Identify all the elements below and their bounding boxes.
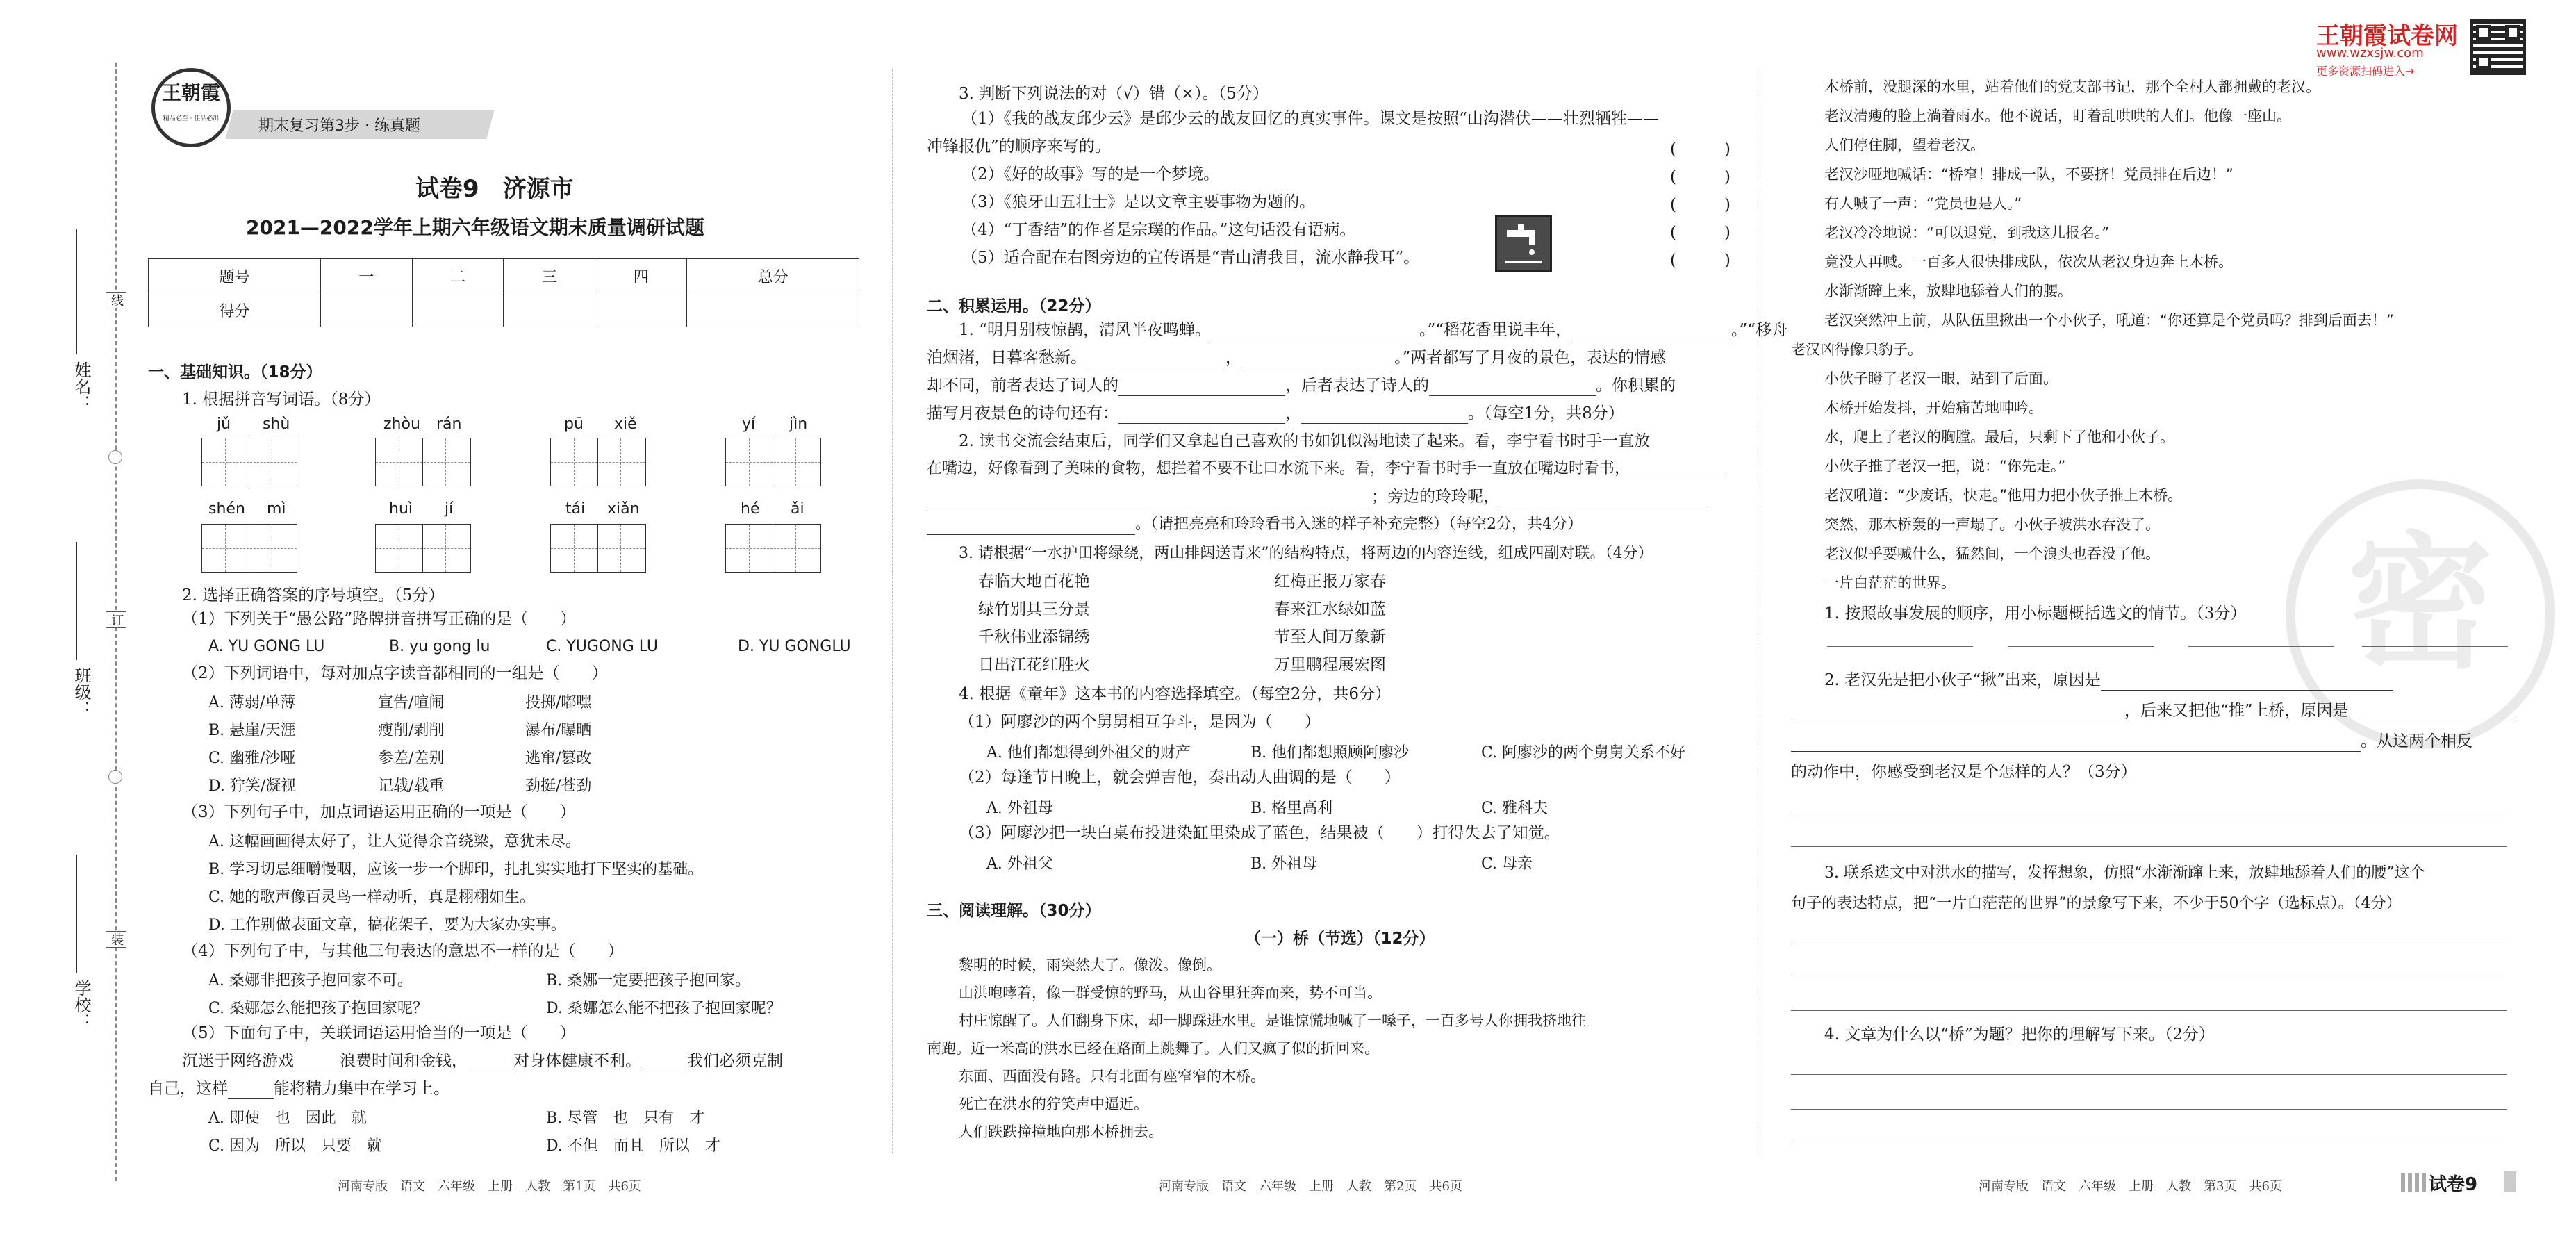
pinyin: jǔ — [217, 415, 231, 433]
text: 。你积累的 — [1596, 377, 1676, 395]
blank[interactable] — [1499, 491, 1708, 507]
option[interactable]: B. 桑娜一定要把孩子抱回家。 — [546, 972, 751, 989]
water-tap-image — [1495, 215, 1552, 272]
blank[interactable] — [468, 1055, 513, 1071]
blank[interactable] — [1301, 408, 1468, 424]
option[interactable]: B. 外祖母 — [1250, 855, 1318, 873]
option[interactable]: C. 她的歌声像百灵鸟一样动听，真是栩栩如生。 — [208, 889, 536, 906]
writing-grid[interactable] — [375, 438, 471, 486]
option[interactable]: A. 即使 也 因此 就 — [208, 1110, 367, 1127]
score-cell[interactable] — [320, 293, 412, 327]
option[interactable]: D. 不但 而且 所以 才 — [546, 1137, 720, 1155]
pinyin: jìn — [789, 415, 808, 433]
binding-class-label: 班级： — [72, 667, 91, 717]
paper-tag-bar — [2504, 1171, 2516, 1192]
writing-grid[interactable] — [725, 524, 821, 573]
passage-line: 山洪咆哮着，像一群受惊的野马，从山谷里狂奔而来，势不可当。 — [959, 985, 1382, 1001]
score-header-cell: 题号 — [149, 259, 321, 293]
passage-line: 小伙子瞪了老汉一眼，站到了后面。 — [1824, 370, 2058, 387]
p1-q2-2: （2）下列词语中，每对加点字读音都相同的一组是（ ） — [182, 664, 608, 682]
option[interactable]: D. 工作别做表面文章，搞花架子，要为大家办实事。 — [208, 916, 566, 934]
couplet-right[interactable]: 红梅正报万家春 — [1274, 573, 1386, 591]
logo-text: 王朝霞 — [161, 81, 220, 104]
writing-grid[interactable] — [375, 524, 471, 573]
page-subtitle: 2021—2022学年上期六年级语文期末质量调研试题 — [246, 216, 704, 239]
p2-sec2-q1-line2: 泊烟渚，日暮客愁新。 ， 。”两者都写了月夜的景色，表达的情感 — [927, 349, 1667, 367]
option[interactable]: A. 他们都想得到外祖父的财产 — [986, 744, 1191, 762]
binding-name-label: 姓名： — [72, 361, 91, 411]
passage-line: 人们跌跌撞撞地向那木桥拥去。 — [959, 1123, 1163, 1140]
section-1-title: 一、基础知识。（18分） — [148, 363, 322, 381]
p1-q1-title: 1. 根据拼音写词语。（8分） — [182, 390, 381, 409]
option[interactable]: A. YU GONG LU — [208, 638, 325, 655]
option[interactable]: A. 这幅画画得太好了，让人觉得余音绕梁，意犹未尽。 — [208, 833, 581, 850]
text: ，后来又把他“推”上桥，原因是 — [2124, 702, 2349, 720]
text: 。从这两个相反 — [2361, 732, 2472, 750]
brand-name: 王朝霞试卷网 — [2316, 22, 2458, 50]
blank[interactable] — [294, 1055, 340, 1071]
blank[interactable] — [927, 491, 1371, 507]
p3-q3-line2: 句子的表达特点，把“一片白茫茫的世界”的景象写下来，不少于50个字（选标点）。（4分） — [1791, 895, 2402, 912]
p2-q3-item: 冲锋报仇”的顺序来写的。 — [927, 138, 1111, 156]
text: 2. 老汉先是把小伙子“揪”出来，原因是 — [1824, 671, 2101, 689]
option[interactable]: B. 格里高利 — [1250, 800, 1333, 817]
answer-paren[interactable]: ( ) — [1670, 252, 1731, 270]
passage-line: 老汉吼道：“少废话，快走。”他用力把小伙子推上木桥。 — [1824, 487, 2183, 504]
p2-sec2-q1-line1 — [959, 320, 1787, 340]
blank[interactable] — [1791, 736, 2361, 752]
passage-line: 老汉突然冲上前，从队伍里揪出一个小伙子，吼道：“你还算是个党员吗？排到后面去！” — [1824, 312, 2394, 329]
text: 对身体健康不利。 — [513, 1052, 641, 1070]
section-3-title: 三、阅读理解。（30分） — [927, 902, 1101, 920]
p1-q2-3: （3）下列句子中，加点词语运用正确的一项是（ ） — [182, 803, 576, 821]
couplet-right[interactable]: 万里鹏程展宏图 — [1274, 656, 1386, 674]
pinyin: yí — [742, 415, 756, 433]
passage-line: 一片白茫茫的世界。 — [1824, 575, 1956, 591]
brand-url[interactable]: www.wzxsjw.com — [2316, 46, 2424, 60]
score-table — [148, 258, 859, 327]
text: 。”两者都写了月夜的景色，表达的情感 — [1394, 349, 1667, 367]
binding-hole — [108, 450, 122, 464]
passage-line: 黎明的时候，雨突然大了。像泼。像倒。 — [959, 957, 1221, 973]
option[interactable]: D. YU GONGLU — [738, 638, 851, 655]
option[interactable]: A. 桑娜非把孩子抱回家不可。 — [208, 972, 413, 989]
binding-mark-zhuang: 装 — [106, 931, 126, 948]
answer-line[interactable] — [2188, 646, 2334, 647]
score-header-cell: 四 — [595, 259, 687, 293]
option[interactable]: A. 外祖父 — [986, 855, 1053, 873]
pinyin: tái — [565, 500, 586, 518]
score-header-cell: 一 — [320, 259, 412, 293]
option-word: 瘦削/剥削 — [378, 722, 445, 739]
blank[interactable] — [1118, 380, 1285, 396]
p2-q3-item: （1）《我的战友邱少云》是邱少云的战友回忆的真实事件。课文是按照“山沟潜伏——壮烈牺牲—— — [961, 110, 1659, 128]
passage-line: 南跑。近一米高的洪水已经在路面上跳舞了。人们又疯了似的折回来。 — [927, 1040, 1379, 1057]
option[interactable]: C. 因为 所以 只要 就 — [208, 1137, 383, 1155]
pinyin: pū — [564, 415, 584, 433]
paper-tag: 试卷9 — [2429, 1174, 2478, 1195]
option[interactable]: C. 雅科夫 — [1481, 800, 1549, 817]
passage-line: 老汉冷冷地说：“可以退党，到我这儿报名。” — [1824, 224, 2110, 241]
step-label: 期末复习第3步 · 练真题 — [258, 117, 420, 135]
score-row-label: 得分 — [149, 293, 321, 327]
passage-line: 竟没人再喊。一百多人很快排成队，依次从老汉身边奔上木桥。 — [1824, 254, 2233, 270]
binding-mark-line: 线 — [106, 292, 126, 308]
blank[interactable] — [1241, 352, 1394, 368]
text: ；旁边的玲玲呢， — [1371, 488, 1499, 506]
p2-sec2-q4-2: （2）每逢节日晚上，就会弹吉他，奏出动人曲调的是（ ） — [959, 768, 1401, 787]
page-divider — [892, 69, 893, 1153]
blank[interactable] — [2101, 675, 2393, 691]
passage-line: 东面、西面没有路。只有北面有座窄窄的木桥。 — [959, 1068, 1265, 1085]
option[interactable]: A. 外祖母 — [986, 800, 1053, 817]
answer-paren[interactable]: ( ) — [1670, 196, 1731, 214]
text: 泊烟渚，日暮客愁新。 — [927, 349, 1087, 367]
text: 。（请把亮亮和玲玲看书入迷的样子补充完整）（每空2分，共4分） — [1135, 516, 1583, 533]
p2-sec2-q2-line1: 2. 读书交流会结束后，同学们又拿起自己喜欢的书如饥似渴地读了起来。看，李宁看书时手一直放 — [959, 432, 1651, 450]
answer-line[interactable] — [1791, 1074, 2507, 1075]
score-cell[interactable] — [687, 293, 859, 327]
p2-q3-item: （3）《狼牙山五壮士》是以文章主要事物为题的。 — [961, 193, 1316, 211]
passage-line: 老汉凶得像只豹子。 — [1791, 341, 1922, 358]
pinyin: zhòu — [383, 415, 420, 433]
writing-grid[interactable] — [725, 438, 821, 486]
option[interactable]: B. 他们都想照顾阿廖沙 — [1250, 744, 1410, 762]
blank[interactable] — [927, 519, 1135, 535]
option[interactable]: B. 尽管 也 只有 才 — [546, 1110, 705, 1127]
qr-code-icon[interactable] — [2470, 19, 2526, 75]
option[interactable]: B. 悬崖/天涯 — [208, 722, 296, 739]
answer-line[interactable] — [1827, 646, 1973, 647]
text: 浪费时间和金钱， — [340, 1052, 468, 1070]
answer-paren[interactable]: ( ) — [1670, 140, 1731, 158]
option[interactable]: C. 幽雅/沙哑 — [208, 750, 296, 767]
answer-line[interactable] — [1791, 846, 2507, 847]
pinyin: xiǎn — [607, 500, 640, 518]
passage-line: 老汉清瘦的脸上淌着雨水。他不说话，盯着乱哄哄的人们。他像一座山。 — [1824, 108, 2291, 124]
page-title: 试卷9 济源市 — [415, 175, 574, 203]
blank[interactable] — [1118, 408, 1285, 424]
blank[interactable] — [641, 1055, 687, 1071]
option[interactable]: C. 母亲 — [1481, 855, 1533, 873]
text: 在嘴边，好像看到了美味的食物，想拦着不要不让口水流下来。看，李宁看书时手一直放在嘴边时看书， — [927, 460, 1630, 477]
answer-line[interactable] — [1791, 1010, 2507, 1011]
p2-sec2-q4-1: （1）阿廖沙的两个舅舅相互争斗，是因为（ ） — [959, 713, 1321, 731]
text: 描写月夜景色的诗句还有： — [927, 404, 1118, 422]
writing-grid[interactable] — [550, 438, 646, 486]
option-word: 参差/差别 — [378, 750, 445, 767]
p2-sec2-q2-line3 — [927, 486, 1708, 507]
pinyin: xiě — [614, 415, 637, 433]
logo-slogan: 精品必至 · 佳品必出 — [163, 115, 220, 122]
binding-class-fill[interactable] — [76, 542, 79, 660]
option[interactable]: C. YUGONG LU — [546, 638, 659, 655]
logo-badge — [151, 68, 231, 147]
option-word: 记载/载重 — [378, 777, 445, 795]
option[interactable]: C. 桑娜怎么能把孩子抱回家呢？ — [208, 1000, 429, 1017]
binding-school-fill[interactable] — [76, 855, 79, 973]
text: 。（每空1分，共8分） — [1468, 404, 1624, 422]
blank[interactable] — [1211, 324, 1419, 340]
passage-line: 村庄惊醒了。人们翻身下床，却一脚踩进水里。是谁惊慌地喊了一嗓子，一百多号人你拥我挤地往 — [959, 1012, 1586, 1029]
passage-line: 木桥前，没腿深的水里，站着他们的党支部书记，那个全村人都拥戴的老汉。 — [1824, 79, 2320, 95]
pinyin: huì — [389, 500, 413, 518]
p1-q2-5-sentence-2 — [148, 1078, 449, 1099]
passage-line: 老汉似乎要喊什么，猛然间，一个浪头也吞没了他。 — [1824, 545, 2160, 562]
couplet-left[interactable]: 千秋伟业添锦绣 — [978, 628, 1090, 646]
blank[interactable] — [228, 1083, 274, 1099]
option[interactable]: D. 桑娜怎么能不把孩子抱回家呢？ — [546, 1000, 782, 1017]
seal-watermark: 密 — [2286, 479, 2555, 749]
section-2-title: 二、积累运用。（22分） — [927, 297, 1101, 315]
p3-q2-line4: 的动作中，你感受到老汉是个怎样的人？（3分） — [1791, 763, 2137, 781]
option[interactable]: C. 阿廖沙的两个舅舅关系不好 — [1481, 744, 1686, 762]
p3-q3-line1: 3. 联系选文中对洪水的描写，发挥想象，仿照“水渐渐蹿上来，放肆地舔着人们的腰”这个 — [1824, 864, 2425, 882]
binding-mark-ding: 订 — [106, 611, 126, 628]
option[interactable]: A. 薄弱/单薄 — [208, 694, 296, 711]
score-table-row — [149, 293, 859, 327]
p2-sec2-q2-line4 — [927, 514, 1583, 535]
text: 。”“稻花香里说丰年， — [1419, 321, 1572, 339]
blank[interactable] — [1429, 380, 1596, 396]
page-footer: 河南专版 语文 六年级 上册 人教 第3页 共6页 — [1979, 1179, 2282, 1194]
p1-q2-5: （5）下面句子中，关联词语运用恰当的一项是（ ） — [182, 1024, 576, 1042]
option-word: 瀑布/曝晒 — [525, 722, 592, 739]
option[interactable]: B. yu gong lu — [389, 638, 490, 655]
answer-line[interactable] — [2008, 646, 2154, 647]
text: 却不同，前者表达了词人的 — [927, 377, 1118, 395]
couplet-right[interactable]: 节至人间万象新 — [1274, 628, 1386, 646]
option-word: 宣告/喧闹 — [378, 694, 445, 711]
option[interactable]: D. 狞笑/凝视 — [208, 777, 297, 795]
text: 自己，这样 — [148, 1080, 228, 1098]
passage-line: 有人喊了一声：“党员也是人。” — [1824, 195, 2022, 212]
p1-q2-title: 2. 选择正确答案的序号填空。（5分） — [182, 586, 445, 604]
passage-line: 水，爬上了老汉的胸膛。最后，只剩下了他和小伙子。 — [1824, 429, 2174, 445]
writing-grid[interactable] — [201, 524, 297, 573]
passage-line: 老汉沙哑地喊话：“桥窄！排成一队，不要挤！党员排在后边！” — [1824, 166, 2234, 183]
score-cell[interactable] — [412, 293, 504, 327]
page-footer: 河南专版 语文 六年级 上册 人教 第2页 共6页 — [1159, 1179, 1462, 1194]
blank[interactable] — [1791, 705, 2124, 721]
text: 我们必须克制 — [687, 1052, 783, 1070]
option-word: 逃窜/篡改 — [525, 750, 592, 767]
text: 1. “明月别枝惊鹊，清风半夜鸣蝉。 — [959, 321, 1212, 339]
p2-q3-title: 3. 判断下列说法的对（√）错（×）。（5分） — [959, 85, 1269, 103]
p2-sec2-q3-title: 3. 请根据“一水护田将绿绕，两山排闼送青来”的结构特点，将两边的内容连线，组成四副对联。（4分） — [959, 545, 1653, 562]
score-cell[interactable] — [595, 293, 687, 327]
page-footer: 河南专版 语文 六年级 上册 人教 第1页 共6页 — [338, 1179, 641, 1194]
p3-q2-line3 — [1791, 731, 2472, 752]
p1-q2-5-sentence — [182, 1051, 783, 1071]
pinyin: rán — [436, 415, 462, 433]
p3-q2-line1 — [1824, 670, 2393, 691]
binding-school-label: 学校： — [72, 980, 91, 1030]
couplet-right[interactable]: 春来江水绿如蓝 — [1274, 600, 1386, 618]
passage-line: 木桥开始发抖，开始痛苦地呻吟。 — [1824, 400, 2043, 416]
brand-more: 更多资源扫码进入→ — [2316, 65, 2415, 78]
text: ，后者表达了诗人的 — [1285, 377, 1429, 395]
text: 。”“移舟 — [1731, 321, 1788, 339]
couplet-left[interactable]: 绿竹别具三分景 — [978, 600, 1090, 618]
p2-sec2-q1-line3 — [927, 375, 1676, 396]
answer-line[interactable] — [1791, 1109, 2507, 1110]
couplet-left[interactable]: 日出江花红胜火 — [978, 656, 1090, 674]
p3-q2-line2 — [1791, 700, 2516, 721]
p1-q2-1: （1）下列关于“愚公路”路牌拼音拼写正确的是（ ） — [182, 610, 577, 628]
blank[interactable] — [2349, 705, 2516, 721]
passage-title: （一）桥（节选）（12分） — [1245, 930, 1435, 948]
answer-line[interactable] — [2362, 646, 2508, 647]
blank[interactable] — [1571, 324, 1731, 340]
p1-q2-4: （4）下列句子中，与其他三句表达的意思不一样的是（ ） — [182, 942, 624, 960]
pinyin: mì — [267, 500, 286, 518]
paper-tag-decor — [2401, 1173, 2426, 1192]
pinyin: shù — [263, 415, 290, 433]
binding-name-fill[interactable] — [76, 229, 79, 354]
writing-grid[interactable] — [201, 438, 297, 486]
score-table-header-row — [149, 259, 859, 293]
p2-sec2-q2-line2 — [927, 459, 1630, 479]
option-word: 投掷/嘟嘿 — [525, 694, 592, 711]
text: 能将精力集中在学习上。 — [274, 1080, 449, 1098]
text: 沉迷于网络游戏 — [182, 1052, 294, 1070]
pinyin: ǎi — [791, 500, 804, 518]
option-word: 劲挺/苍劲 — [525, 777, 592, 795]
p2-sec2-q4-title: 4. 根据《童年》这本书的内容选择填空。（每空2分，共6分） — [959, 685, 1392, 703]
pinyin: hé — [741, 500, 760, 518]
passage-line: 人们停住脚，望着老汉。 — [1824, 137, 1985, 154]
p3-q1: 1. 按照故事发展的顺序，用小标题概括选文的情节。（3分） — [1824, 604, 2247, 623]
p2-q3-item: （5）适合配在右图旁边的宣传语是“青山清我目，流水静我耳”。 — [961, 249, 1420, 267]
passage-line: 突然，那木桥轰的一声塌了。小伙子被洪水吞没了。 — [1824, 516, 2160, 533]
passage-line: 小伙子推了老汉一把，说：“你先走。” — [1824, 458, 2066, 475]
binding-hole — [108, 770, 122, 784]
pinyin: shén — [208, 500, 245, 518]
passage-line: 水渐渐蹿上来，放肆地舔着人们的腰。 — [1824, 283, 2072, 299]
p2-q3-item: （4）“丁香结”的作者是宗璞的作品。”这句话没有语病。 — [961, 221, 1356, 239]
score-cell[interactable] — [504, 293, 595, 327]
passage-line: 死亡在洪水的狞笑声中逼近。 — [959, 1096, 1148, 1112]
score-header-cell: 三 — [504, 259, 595, 293]
answer-paren[interactable]: ( ) — [1670, 224, 1731, 242]
p2-sec2-q1-line4: 描写月夜景色的诗句还有： ， 。（每空1分，共8分） — [927, 404, 1624, 422]
answer-paren[interactable]: ( ) — [1670, 168, 1731, 186]
p3-q4: 4. 文章为什么以“桥”为题？把你的理解写下来。（2分） — [1824, 1026, 2215, 1044]
blank[interactable] — [1087, 352, 1225, 368]
pinyin: jí — [445, 500, 454, 518]
score-header-cell: 二 — [412, 259, 504, 293]
p2-q3-item: （2）《好的故事》写的是一个梦境。 — [961, 165, 1220, 183]
option[interactable]: B. 学习切忌细嚼慢咽，应该一步一个脚印，扎扎实实地打下坚实的基础。 — [208, 861, 704, 878]
score-header-cell: 总分 — [687, 259, 859, 293]
couplet-left[interactable]: 春临大地百花艳 — [978, 573, 1090, 591]
water-tap-icon — [1497, 217, 1550, 270]
p2-sec2-q4-3: （3）阿廖沙把一块白桌布投进染缸里染成了蓝色，结果被（ ）打得失去了知觉。 — [959, 824, 1560, 842]
writing-grid[interactable] — [550, 524, 646, 573]
